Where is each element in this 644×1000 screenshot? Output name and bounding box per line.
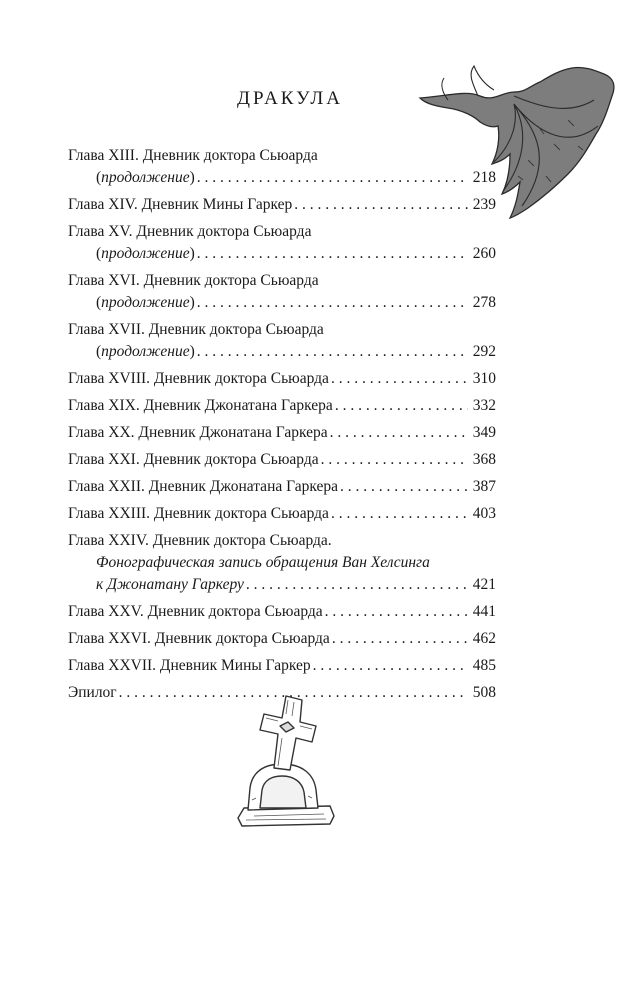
toc-entry-label: Глава XXV. Дневник доктора Сьюарда: [68, 603, 323, 620]
dot-leader: [330, 422, 468, 444]
close-paren: ): [189, 294, 195, 311]
open-paren: (: [96, 169, 102, 186]
toc-entry-label: Глава XVI. Дневник доктора Сьюарда: [68, 272, 319, 289]
close-paren: ): [189, 169, 195, 186]
toc-entry-chapter-18[interactable]: [68, 368, 496, 390]
toc-entry-continuation: продолжение: [101, 343, 190, 360]
toc-page-number: 462: [472, 630, 496, 647]
dot-leader: [197, 167, 468, 189]
dot-leader: [246, 574, 470, 596]
toc-page-number: 349: [472, 424, 496, 441]
dot-leader: [294, 194, 468, 216]
toc-page-number: 368: [472, 451, 496, 468]
toc-page-number: 387: [472, 478, 496, 495]
toc-entry-label: Глава XIII. Дневник доктора Сьюарда: [68, 147, 318, 164]
toc-entry-chapter-26[interactable]: [68, 628, 496, 650]
toc-entry-label: Глава XIV. Дневник Мины Гаркер: [68, 196, 293, 213]
toc-entry-chapter-27[interactable]: [68, 655, 496, 677]
toc-entry-label: Глава XXIII. Дневник доктора Сьюарда: [68, 505, 329, 522]
toc-entry-label: Глава XV. Дневник доктора Сьюарда: [68, 223, 312, 240]
toc-entry-chapter-16[interactable]: [68, 270, 496, 314]
dot-leader: [197, 243, 468, 265]
toc-page-number: 218: [472, 169, 496, 186]
toc-entry-chapter-15[interactable]: [68, 221, 496, 265]
tombstone-cross-icon: [230, 688, 340, 838]
table-of-contents: [68, 145, 496, 709]
toc-page-number: 441: [472, 603, 496, 620]
dot-leader: [197, 341, 468, 363]
toc-entry-label: Глава XXII. Дневник Джонатана Гаркера: [68, 478, 338, 495]
toc-entry-label: Глава XVII. Дневник доктора Сьюарда: [68, 321, 324, 338]
toc-entry-subtitle: Фонографическая запись обращения Ван Хелсинга: [96, 554, 430, 571]
toc-page-number: 278: [472, 294, 496, 311]
toc-entry-chapter-24[interactable]: [68, 530, 496, 596]
toc-entry-chapter-14[interactable]: [68, 194, 496, 216]
toc-entry-chapter-17[interactable]: [68, 319, 496, 363]
dot-leader: [332, 628, 468, 650]
toc-entry-label: Эпилог: [68, 684, 117, 701]
page-title: ДРАКУЛА: [236, 88, 344, 109]
toc-entry-continuation: продолжение: [101, 245, 190, 262]
toc-page-number: 260: [472, 245, 496, 262]
dot-leader: [331, 368, 468, 390]
close-paren: ): [189, 343, 195, 360]
toc-entry-chapter-23[interactable]: [68, 503, 496, 525]
dot-leader: [331, 503, 468, 525]
toc-page-number: 310: [472, 370, 496, 387]
toc-entry-label: Глава XXI. Дневник доктора Сьюарда: [68, 451, 319, 468]
close-paren: ): [189, 245, 195, 262]
toc-page-number: 485: [472, 657, 496, 674]
dot-leader: [340, 476, 468, 498]
toc-entry-chapter-22[interactable]: [68, 476, 496, 498]
toc-entry-label: Глава XIX. Дневник Джонатана Гаркера: [68, 397, 333, 414]
dot-leader: [335, 395, 468, 417]
toc-entry-continuation: продолжение: [101, 169, 190, 186]
toc-entry-chapter-25[interactable]: [68, 601, 496, 623]
open-paren: (: [96, 245, 102, 262]
toc-page-number: 239: [472, 196, 496, 213]
toc-entry-label: Глава XXIV. Дневник доктора Сьюарда.: [68, 532, 332, 549]
toc-entry-label: Глава XX. Дневник Джонатана Гаркера: [68, 424, 328, 441]
toc-entry-label: Глава XXVI. Дневник доктора Сьюарда: [68, 630, 330, 647]
dot-leader: [197, 292, 468, 314]
dot-leader: [321, 449, 468, 471]
toc-entry-chapter-19[interactable]: [68, 395, 496, 417]
open-paren: (: [96, 343, 102, 360]
toc-page-number: 421: [472, 576, 496, 593]
toc-entry-chapter-21[interactable]: [68, 449, 496, 471]
dot-leader: [313, 655, 468, 677]
toc-entry-chapter-20[interactable]: [68, 422, 496, 444]
toc-entry-continuation: продолжение: [101, 294, 190, 311]
toc-page-number: 292: [472, 343, 496, 360]
toc-entry-chapter-13[interactable]: [68, 145, 496, 189]
toc-entry-subtitle: к Джонатану Гаркеру: [96, 576, 244, 593]
toc-page-number: 332: [472, 397, 496, 414]
dot-leader: [325, 601, 468, 623]
toc-entry-label: Глава XXVII. Дневник Мины Гаркер: [68, 657, 311, 674]
toc-page-number: 403: [472, 505, 496, 522]
toc-page-number: 508: [472, 684, 496, 701]
open-paren: (: [96, 294, 102, 311]
toc-entry-label: Глава XVIII. Дневник доктора Сьюарда: [68, 370, 329, 387]
